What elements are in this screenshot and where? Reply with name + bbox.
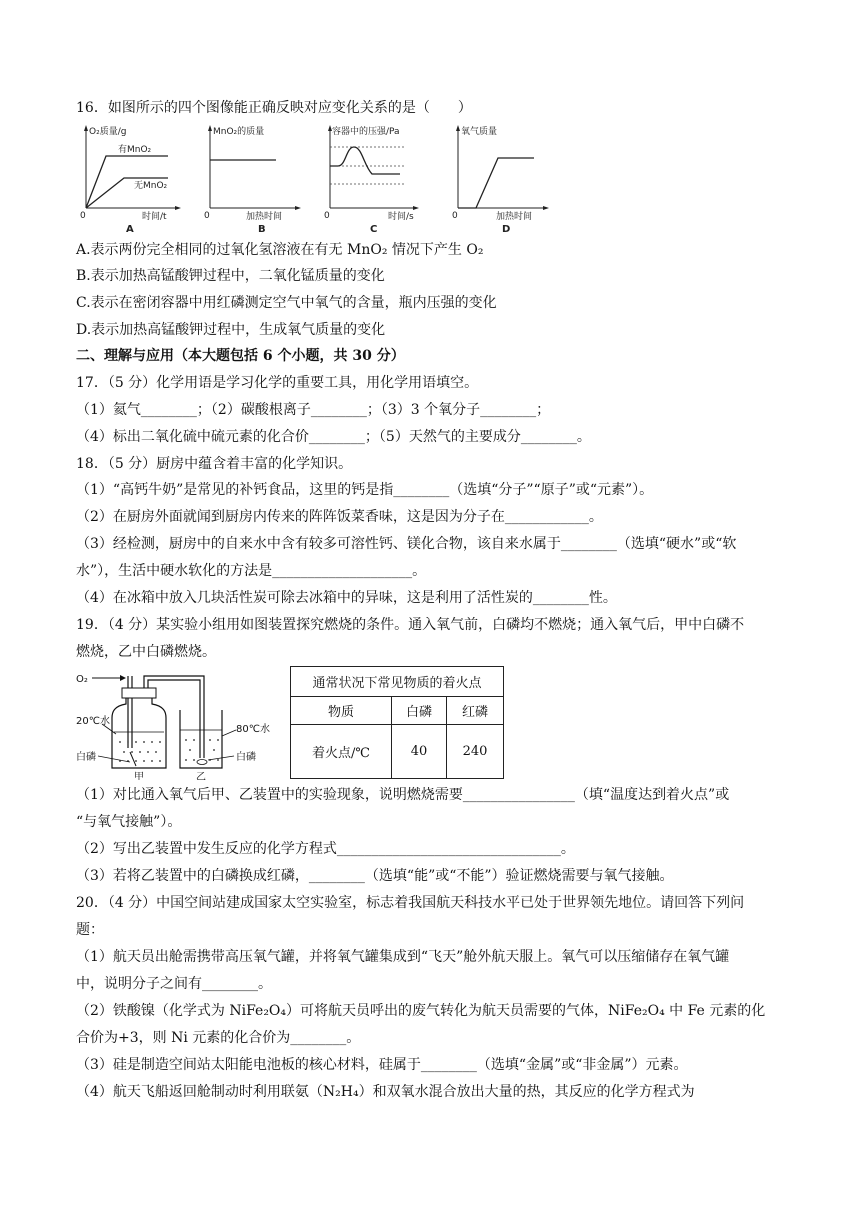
q20-line-1b: 中，说明分子之间有________。 <box>76 976 272 992</box>
graph-c-ylabel: 容器中的压强/Pa <box>332 127 400 137</box>
q18-line-2: （2）在厨房外面就闻到厨房内传来的阵阵饭菜香味，这是因为分子在____________。 <box>76 509 603 525</box>
graph-d <box>448 122 558 235</box>
white-phosphorus-left-label: 白磷 <box>76 752 96 763</box>
graph-a-ylabel: O₂质量/g <box>89 127 127 137</box>
graph-a-xlabel: 时间/t <box>142 212 167 222</box>
graph-c-origin: 0 <box>324 211 330 221</box>
q20-line-4: （4）航天飞船返回舱制动时利用联氨（N₂H₄）和双氧水混合放出大量的热，其反应的化学方程式为 <box>76 1084 695 1100</box>
graph-a-letter: A <box>126 224 134 235</box>
white-phosphorus-right-label: 白磷 <box>236 752 256 763</box>
q17-stem: 17．（5 分）化学用语是学习化学的重要工具，用化学用语填空。 <box>76 375 479 391</box>
graph-b-xlabel: 加热时间 <box>246 212 283 222</box>
q20-line-3: （3）硅是制造空间站太阳能电池板的核心材料，硅属于________（选填“金属”或“非金属”）元素。 <box>76 1057 688 1073</box>
o2-label: O₂ <box>76 674 88 685</box>
graph-c-xlabel: 时间/s <box>388 212 414 222</box>
q19-stem-a: 19．（4 分）某实验小组用如图装置探究燃烧的条件。通入氧气前，白磷均不燃烧；通入氧气后，甲中白磷不 <box>76 617 745 633</box>
q19-line-2: （2）写出乙装置中发生反应的化学方程式________________________________。 <box>76 841 575 857</box>
graph-b-ylabel: MnO₂的质量 <box>213 127 265 137</box>
q18-line-1: （1）“高钙牛奶”是常见的补钙食品，这里的钙是指________（选填“分子”“原子”或“元素”）。 <box>76 482 654 498</box>
graph-d-ylabel: 氧气质量 <box>461 127 498 137</box>
q16-option-b: B.表示加热高锰酸钾过程中，二氧化锰质量的变化 <box>76 268 385 284</box>
combustion-apparatus-figure <box>76 668 286 780</box>
q20-line-2a: （2）铁酸镍（化学式为 NiFe₂O₄）可将航天员呼出的废气转化为航天员需要的气体，NiFe₂O₄ 中 Fe 元素的化 <box>76 1003 766 1019</box>
graph-c <box>320 122 430 235</box>
q16-option-a: A.表示两份完全相同的过氧化氢溶液在有无 MnO₂ 情况下产生 O₂ <box>76 242 484 258</box>
table-row-label: 着火点/℃ <box>291 725 392 779</box>
q18-stem: 18．（5 分）厨房中蕴含着丰富的化学知识。 <box>76 456 353 472</box>
q16-stem: 16．如图所示的四个图像能正确反映对应变化关系的是（ ） <box>76 100 472 116</box>
vessel-yi-label: 乙 <box>196 772 206 780</box>
table-header-white-phosphorus: 白磷 <box>392 697 447 725</box>
graph-a-origin: 0 <box>80 211 86 221</box>
table-cell-white-phosphorus: 40 <box>392 725 447 779</box>
q16-option-d: D.表示加热高锰酸钾过程中，生成氧气质量的变化 <box>76 322 386 338</box>
graph-b <box>200 122 310 235</box>
table-caption: 通常状况下常见物质的着火点 <box>291 667 504 697</box>
q19-line-1b: “与氧气接触”）。 <box>76 814 182 830</box>
q17-line-2: （4）标出二氧化硫中硫元素的化合价________；（5）天然气的主要成分________。 <box>76 429 591 445</box>
q20-stem-b: 题： <box>76 922 104 938</box>
table-header-substance: 物质 <box>291 697 392 725</box>
q19-line-1a: （1）对比通入氧气后甲、乙装置中的实验现象，说明燃烧需要________________（填“温度达到着火点”或 <box>76 787 730 803</box>
q20-line-1a: （1）航天员出舱需携带高压氧气罐，并将氧气罐集成到“飞天”舱外航天服上。氧气可以压缩储存在氧气罐 <box>76 949 730 965</box>
q17-line-1: （1）氦气________；（2）碳酸根离子________；（3）3 个氧分子________； <box>76 402 551 418</box>
graph-c-letter: C <box>370 224 378 235</box>
ignition-point-table <box>290 666 504 779</box>
water-20-label: 20℃水 <box>76 716 110 727</box>
table-cell-red-phosphorus: 240 <box>447 725 504 779</box>
q20-line-2b: 合价为+3，则 Ni 元素的化合价为________。 <box>76 1030 361 1046</box>
section-heading: 二、理解与应用（本大题包括 6 个小题，共 30 分） <box>76 348 405 364</box>
graph-b-origin: 0 <box>204 211 210 221</box>
water-80-label: 80℃水 <box>236 724 270 735</box>
graph-d-origin: 0 <box>452 211 458 221</box>
graph-a <box>76 122 186 235</box>
q20-stem-a: 20．（4 分）中国空间站建成国家太空实验室，标志着我国航天科技水平已处于世界领先地位。请回答下列问 <box>76 895 745 911</box>
table-header-red-phosphorus: 红磷 <box>447 697 504 725</box>
graph-d-letter: D <box>502 224 511 235</box>
q16-option-c: C.表示在密闭容器中用红磷测定空气中氧气的含量，瓶内压强的变化 <box>76 295 497 311</box>
vessel-jia-label: 甲 <box>134 772 144 780</box>
graph-d-xlabel: 加热时间 <box>496 212 533 222</box>
graph-a-curve1: 有MnO₂ <box>118 145 152 155</box>
q18-line-3b: 水”），生活中硬水软化的方法是____________________。 <box>76 563 427 579</box>
q18-line-4: （4）在冰箱中放入几块活性炭可除去冰箱中的异味，这是利用了活性炭的________性。 <box>76 590 617 606</box>
graph-b-letter: B <box>258 224 266 235</box>
q19-stem-b: 燃烧，乙中白磷燃烧。 <box>76 644 216 660</box>
graph-a-curve2: 无MnO₂ <box>134 181 168 191</box>
q19-line-3: （3）若将乙装置中的白磷换成红磷，________（选填“能”或“不能”）验证燃烧需要与氧气接触。 <box>76 868 674 884</box>
q18-line-3a: （3）经检测，厨房中的自来水中含有较多可溶性钙、镁化合物，该自来水属于________（选填“硬水”或“软 <box>76 536 737 552</box>
